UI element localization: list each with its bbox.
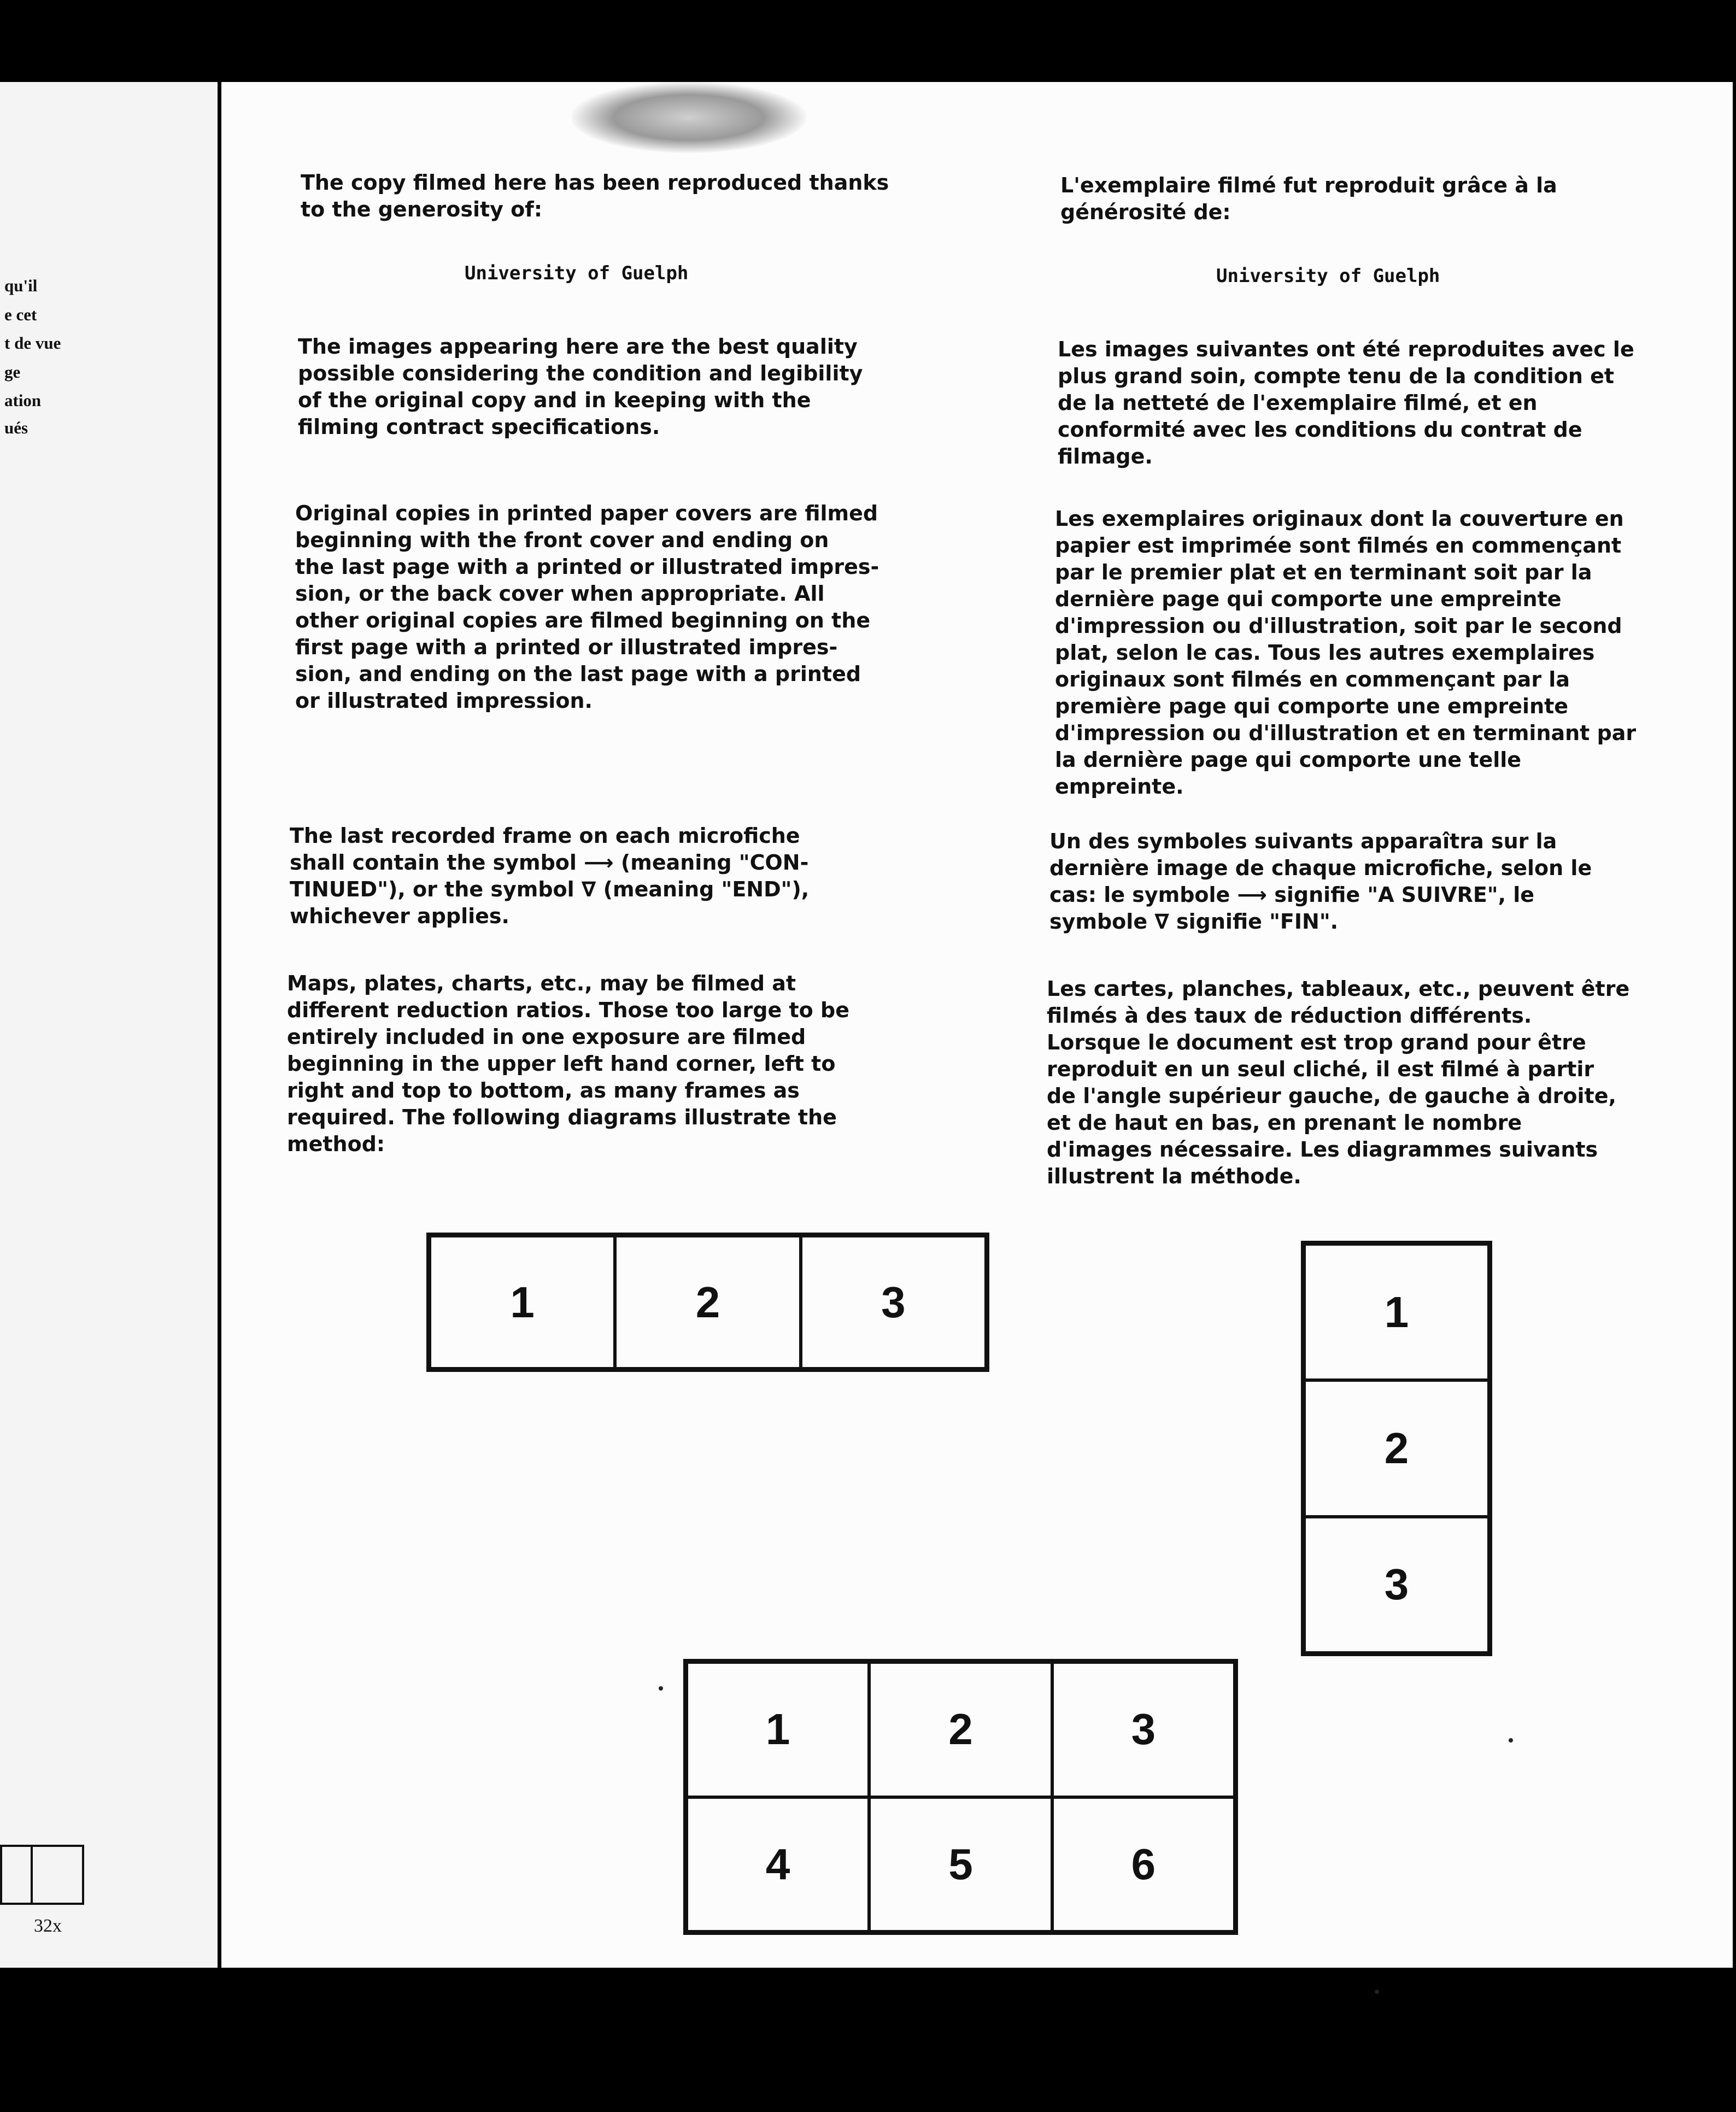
fragment-line: t de vue (4, 333, 61, 353)
quality-text-fr: Les images suivantes ont été reproduites avec le plus grand soin, compte tenu de la condition et de la netteté de l'exemplaire filmé, et en conformité avec les conditions du contrat de filmage. (1058, 337, 1634, 468)
dust-speck (1509, 1738, 1513, 1743)
symbol-paragraph-en (290, 823, 918, 930)
frame-cell: 1 (430, 1236, 615, 1369)
frame-cell: 3 (1304, 1517, 1489, 1653)
quality-text-en: The images appearing here are the best quality possible considering the condition and legibility of the original copy and in keeping with the filming contract specifications. (298, 335, 863, 439)
maps-text-fr: Les cartes, planches, tableaux, etc., peuvent être filmés à des taux de réduction différents. Lorsque le document est trop grand pour être reproduit en un seul cliché, il est filmé à partir de l'angle supérieur gauche, de gauche à droite, et de haut en bas, en prenant le nombre d'images nécessaire. Les diagrammes suivants illustrent la méthode. (1047, 977, 1630, 1188)
institution-name-fr: University of Guelph (1216, 265, 1440, 287)
symbol-text-en: The last recorded frame on each microfiche shall contain the symbol ⟶ (meaning "CON- TINUED"), or the symbol ∇ (meaning "END"), whichever applies. (290, 824, 810, 928)
scale-box-left (0, 1845, 33, 1905)
credit-intro-fr: L'exemplaire filmé fut reproduit grâce à la générosité de: (1060, 173, 1557, 224)
scale-box-right (31, 1845, 84, 1905)
scan-smudge (571, 82, 806, 153)
fragment-line: ation (4, 391, 42, 410)
originals-text-en: Original copies in printed paper covers are filmed beginning with the front cover and ending on the last page with a printed or illustrated impres- sion, or the back cover when appropriate. All other original copies are filmed beginning on the first page with a printed or illustrated impres- sion, and ending on the last page with a printed or illustrated impression. (295, 501, 879, 713)
frame-cell: 2 (1304, 1380, 1489, 1516)
frame-cell: 6 (1052, 1797, 1235, 1932)
fragment-line: qu'il (4, 276, 38, 295)
reduction-ratio-label: 32x (34, 1916, 62, 1936)
originals-paragraph-fr (1055, 506, 1736, 800)
dust-speck (659, 1686, 663, 1691)
quality-paragraph-en (298, 333, 926, 441)
frame-cell: 4 (687, 1797, 869, 1932)
horizontal-frame-diagram (426, 1233, 989, 1372)
symbol-text-fr: Un des symboles suivants apparaîtra sur la dernière image de chaque microfiche, selon le cas: le symbole ⟶ signifie "A SUIVRE", le symbole ∇ signifie "FIN". (1049, 829, 1592, 934)
quality-paragraph-fr (1058, 336, 1736, 470)
fragment-line: e cet (4, 305, 37, 324)
credit-intro-en: The copy filmed here has been reproduced thanks to the generosity of: (301, 171, 889, 221)
originals-text-fr: Les exemplaires originaux dont la couverture en papier est imprimée sont filmés en commençant par le premier plat et en terminant soit par la dernière page qui comporte une empreinte d'impression ou d'illustration, soit par le second plat, selon le cas. Tous les autres exemplaires originaux sont filmés en commençant par la première page qui comporte une empreinte d'impression ou d'illustration et en terminant par la dernière page qui comporte une telle empreinte. (1055, 507, 1637, 799)
frame-cell: 1 (1304, 1244, 1489, 1380)
french-column (1060, 172, 1736, 226)
previous-page-fragment (0, 82, 218, 1968)
vertical-frame-diagram (1301, 1241, 1492, 1656)
institution-name-en: University of Guelph (465, 262, 689, 284)
microfiche-target-page (221, 82, 1733, 1968)
fragment-line: ge (4, 362, 21, 382)
frame-cell: 3 (1052, 1662, 1235, 1797)
maps-paragraph-en (287, 970, 916, 1158)
symbol-paragraph-fr (1049, 828, 1733, 935)
frame-cell: 1 (687, 1662, 869, 1797)
fragment-line: ués (4, 418, 28, 437)
maps-text-en: Maps, plates, charts, etc., may be filmed at different reduction ratios. Those too large to be entirely included in one exposure are filmed beginning in the upper left hand corner, left to right and top to bottom, as many frames as required. The following diagrams illustrate the method: (287, 971, 849, 1156)
english-column (301, 169, 929, 223)
frame-cell: 5 (869, 1797, 1052, 1932)
grid-frame-diagram (683, 1659, 1238, 1935)
frame-cell: 2 (869, 1662, 1052, 1797)
frame-cell: 2 (615, 1236, 800, 1369)
originals-paragraph-en (295, 500, 924, 714)
maps-paragraph-fr (1047, 976, 1730, 1190)
dust-speck (1375, 1990, 1379, 1994)
frame-cell: 3 (801, 1236, 986, 1369)
